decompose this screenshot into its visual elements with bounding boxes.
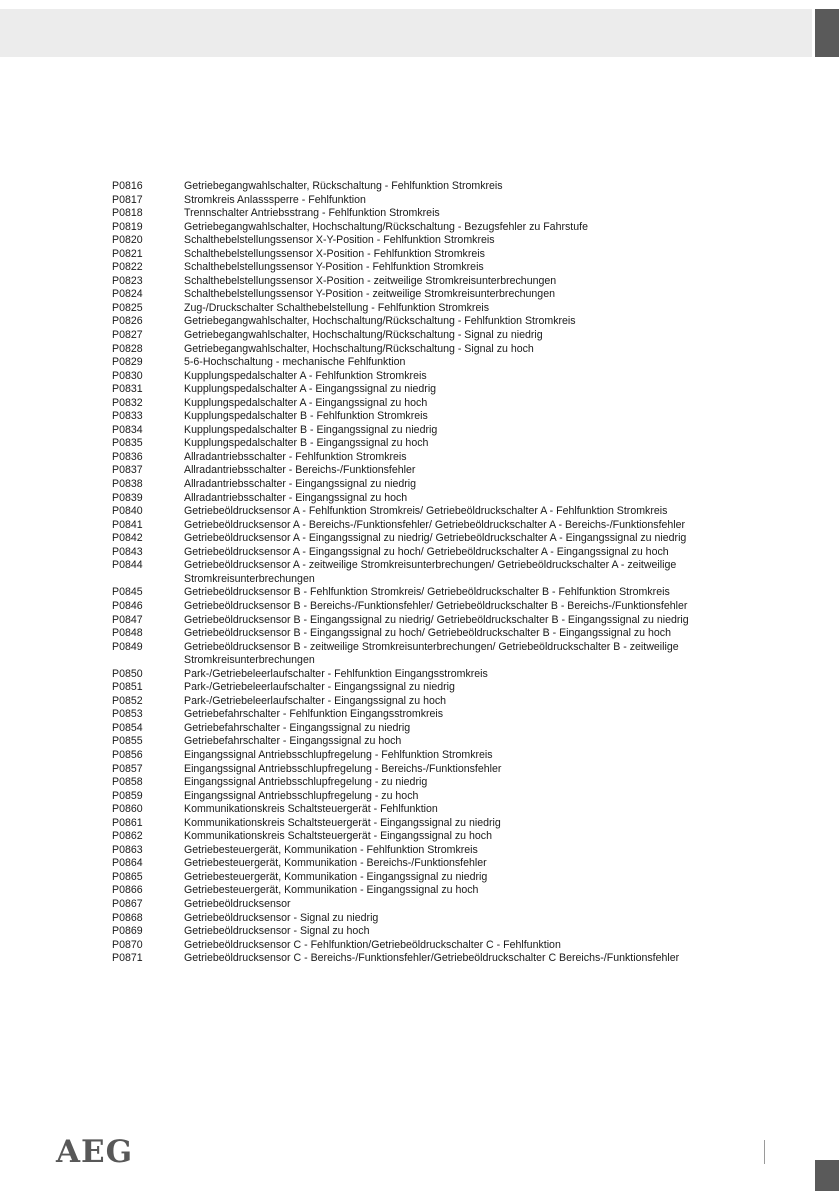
fault-code: P0866 [112, 884, 143, 897]
fault-description: Allradantriebsschalter - Eingangssignal zu niedrig [184, 478, 417, 491]
fault-description: Getriebegangwahlschalter, Rückschaltung - Fehlfunktion Stromkreis [184, 180, 503, 192]
fault-code: P0840 [112, 505, 143, 518]
fault-description: Schalthebelstellungssensor X-Y-Position - Fehlfunktion Stromkreis [184, 234, 495, 247]
footer-tab-marker [815, 1160, 839, 1191]
fault-code: P0835 [112, 437, 143, 450]
fault-code: P0816 [112, 180, 143, 192]
fault-description: Getriebeöldrucksensor A - Fehlfunktion Stromkreis/ Getriebeöldruckschalter A - Fehlfunktion Stromkreis [184, 505, 668, 518]
fault-description: Getriebeöldrucksensor C - Bereichs-/Funktionsfehler/Getriebeöldruckschalter C Bereichs-/Funktionsfehler [184, 952, 680, 965]
fault-code: P0819 [112, 220, 143, 233]
fault-description: Schalthebelstellungssensor X-Position - Fehlfunktion Stromkreis [184, 247, 485, 260]
fault-description: Getriebeöldrucksensor B - Eingangssignal zu hoch/ Getriebeöldruckschalter B - Eingangssignal zu hoch [184, 627, 671, 640]
fault-code: P0823 [112, 274, 143, 287]
fault-code-row [112, 722, 802, 736]
fault-description: Eingangssignal Antriebsschlupfregelung - Bereichs-/Funktionsfehler [184, 762, 502, 775]
fault-description: Kommunikationskreis Schaltsteuergerät - Eingangssignal zu niedrig [184, 816, 501, 829]
fault-code-list [112, 180, 802, 966]
fault-description: Getriebeöldrucksensor A - Eingangssignal zu niedrig/ Getriebeöldruckschalter A - Eingangssignal zu niedrig [184, 532, 687, 545]
fault-code: P0853 [112, 708, 143, 721]
fault-description: Getriebeöldrucksensor - Signal zu hoch [184, 925, 370, 938]
fault-description: Kupplungspedalschalter A - Eingangssignal zu hoch [184, 396, 428, 409]
fault-code: P0865 [112, 870, 143, 883]
fault-code-row [112, 234, 802, 248]
fault-description: Allradantriebsschalter - Eingangssignal zu hoch [184, 491, 408, 504]
fault-code: P0870 [112, 938, 143, 951]
fault-code-row [112, 315, 802, 329]
fault-code: P0836 [112, 450, 143, 463]
fault-code-row [112, 221, 802, 235]
fault-description: Park-/Getriebeleerlaufschalter - Eingangssignal zu hoch [184, 694, 447, 707]
fault-code: P0845 [112, 586, 143, 599]
fault-code: P0831 [112, 383, 143, 396]
fault-code-row [112, 559, 802, 586]
fault-code-row [112, 776, 802, 790]
fault-code-row [112, 248, 802, 262]
fault-code-row [112, 397, 802, 411]
fault-code: P0838 [112, 478, 143, 491]
fault-code-row [112, 925, 802, 939]
fault-code-row [112, 180, 802, 194]
fault-code: P0868 [112, 911, 143, 924]
fault-description: Park-/Getriebeleerlaufschalter - Eingangssignal zu niedrig [184, 681, 455, 694]
fault-description: Getriebegangwahlschalter, Hochschaltung/Rückschaltung - Signal zu niedrig [184, 329, 543, 342]
fault-code: P0869 [112, 925, 143, 938]
fault-description: 5-6-Hochschaltung - mechanische Fehlfunktion [184, 356, 406, 369]
fault-description: Eingangssignal Antriebsschlupfregelung - zu hoch [184, 789, 419, 802]
fault-code-row [112, 302, 802, 316]
fault-code: P0856 [112, 748, 143, 761]
fault-code: P0849 [112, 640, 143, 653]
fault-code: P0855 [112, 735, 143, 748]
fault-description: Allradantriebsschalter - Fehlfunktion Stromkreis [184, 450, 407, 463]
fault-code: P0824 [112, 288, 143, 301]
fault-code: P0832 [112, 396, 143, 409]
fault-code: P0867 [112, 897, 143, 910]
fault-code-row [112, 410, 802, 424]
fault-code: P0839 [112, 491, 143, 504]
fault-code: P0846 [112, 599, 143, 612]
fault-code: P0826 [112, 315, 143, 328]
fault-code-row [112, 600, 802, 614]
fault-code-row [112, 912, 802, 926]
fault-code-row [112, 478, 802, 492]
fault-description: Getriebesteuergerät, Kommunikation - Eingangssignal zu niedrig [184, 870, 488, 883]
fault-code-row [112, 695, 802, 709]
fault-code: P0848 [112, 627, 143, 640]
fault-description: Allradantriebsschalter - Bereichs-/Funktionsfehler [184, 464, 416, 477]
fault-code: P0844 [112, 559, 143, 572]
fault-code: P0829 [112, 356, 143, 369]
fault-code-row [112, 437, 802, 451]
fault-description: Getriebeöldrucksensor A - zeitweilige Stromkreisunterbrechungen/ Getriebeöldruckschalter A - zeitweilige Stromkreisunterbrechungen [184, 559, 677, 585]
fault-description: Trennschalter Antriebsstrang - Fehlfunktion Stromkreis [184, 207, 440, 220]
fault-code-row [112, 343, 802, 357]
fault-code-row [112, 207, 802, 221]
header-bar [0, 9, 812, 57]
fault-code-row [112, 844, 802, 858]
fault-code: P0825 [112, 301, 143, 314]
fault-code-row [112, 641, 802, 668]
fault-code-row [112, 505, 802, 519]
fault-code-row [112, 546, 802, 560]
fault-description: Eingangssignal Antriebsschlupfregelung - Fehlfunktion Stromkreis [184, 748, 493, 761]
fault-code-row [112, 519, 802, 533]
fault-description: Getriebeöldrucksensor - Signal zu niedrig [184, 911, 379, 924]
fault-code: P0837 [112, 464, 143, 477]
fault-code-row [112, 383, 802, 397]
fault-code-row [112, 329, 802, 343]
fault-code-row [112, 790, 802, 804]
fault-code-row [112, 356, 802, 370]
fault-code: P0834 [112, 423, 143, 436]
fault-code: P0852 [112, 694, 143, 707]
fault-description: Kupplungspedalschalter A - Fehlfunktion Stromkreis [184, 369, 427, 382]
brand-logo: AEG [56, 1134, 134, 1170]
fault-description: Getriebegangwahlschalter, Hochschaltung/Rückschaltung - Fehlfunktion Stromkreis [184, 315, 576, 328]
fault-description: Getriebeöldrucksensor B - zeitweilige Stromkreisunterbrechungen/ Getriebeöldruckschalter B - zeitweilige Stromkreisunterbrechungen [184, 640, 679, 667]
fault-description: Getriebegangwahlschalter, Hochschaltung/Rückschaltung - Signal zu hoch [184, 342, 534, 355]
fault-description: Getriebesteuergerät, Kommunikation - Fehlfunktion Stromkreis [184, 843, 478, 856]
fault-code-row [112, 424, 802, 438]
fault-code-row [112, 586, 802, 600]
fault-code: P0862 [112, 830, 143, 843]
fault-code-row [112, 370, 802, 384]
fault-description: Kupplungspedalschalter A - Eingangssignal zu niedrig [184, 383, 437, 396]
fault-description: Zug-/Druckschalter Schalthebelstellung - Fehlfunktion Stromkreis [184, 301, 489, 314]
fault-code: P0858 [112, 776, 143, 789]
fault-code: P0822 [112, 261, 143, 274]
fault-code-row [112, 451, 802, 465]
fault-code: P0860 [112, 803, 143, 816]
fault-code-row [112, 464, 802, 478]
fault-description: Getriebesteuergerät, Kommunikation - Bereichs-/Funktionsfehler [184, 857, 487, 870]
fault-description: Kupplungspedalschalter B - Eingangssignal zu niedrig [184, 423, 438, 436]
footer-divider [764, 1140, 765, 1164]
fault-code: P0854 [112, 721, 143, 734]
header-tab-marker [815, 9, 839, 57]
fault-code: P0828 [112, 342, 143, 355]
fault-code-row [112, 708, 802, 722]
fault-description: Getriebeöldrucksensor [184, 897, 291, 910]
fault-description: Getriebefahrschalter - Eingangssignal zu niedrig [184, 721, 411, 734]
fault-code: P0841 [112, 518, 143, 531]
fault-code-row [112, 288, 802, 302]
fault-code: P0851 [112, 681, 143, 694]
fault-code: P0850 [112, 667, 143, 680]
fault-description: Schalthebelstellungssensor X-Position - zeitweilige Stromkreisunterbrechungen [184, 274, 557, 287]
fault-code-row [112, 194, 802, 208]
fault-description: Park-/Getriebeleerlaufschalter - Fehlfunktion Eingangsstromkreis [184, 667, 488, 680]
fault-code-row [112, 749, 802, 763]
fault-code: P0861 [112, 816, 143, 829]
fault-code-row [112, 681, 802, 695]
fault-code-row [112, 614, 802, 628]
fault-code: P0833 [112, 410, 143, 423]
fault-code-row [112, 830, 802, 844]
fault-code-row [112, 763, 802, 777]
fault-code-row [112, 939, 802, 953]
fault-description: Kommunikationskreis Schaltsteuergerät - Fehlfunktion [184, 803, 438, 816]
fault-code: P0821 [112, 247, 143, 260]
fault-code-row [112, 261, 802, 275]
fault-code: P0847 [112, 613, 143, 626]
fault-code: P0827 [112, 329, 143, 342]
fault-code: P0830 [112, 369, 143, 382]
fault-description: Getriebeöldrucksensor A - Eingangssignal zu hoch/ Getriebeöldruckschalter A - Eingangssignal zu hoch [184, 545, 669, 558]
fault-code-row [112, 492, 802, 506]
fault-description: Schalthebelstellungssensor Y-Position - zeitweilige Stromkreisunterbrechungen [184, 288, 555, 301]
fault-code: P0857 [112, 762, 143, 775]
fault-code-row [112, 735, 802, 749]
fault-code: P0871 [112, 952, 143, 965]
fault-code-row [112, 871, 802, 885]
fault-description: Eingangssignal Antriebsschlupfregelung - zu niedrig [184, 776, 428, 789]
fault-code: P0842 [112, 532, 143, 545]
fault-code-row [112, 817, 802, 831]
fault-code: P0818 [112, 207, 143, 220]
fault-code: P0820 [112, 234, 143, 247]
fault-code: P0843 [112, 545, 143, 558]
fault-description: Getriebefahrschalter - Eingangssignal zu hoch [184, 735, 402, 748]
fault-code-row [112, 627, 802, 641]
fault-code-row [112, 884, 802, 898]
fault-code: P0863 [112, 843, 143, 856]
fault-code-row [112, 857, 802, 871]
fault-description: Getriebeöldrucksensor B - Eingangssignal zu niedrig/ Getriebeöldruckschalter B - Eingangssignal zu niedrig [184, 613, 689, 626]
fault-description: Schalthebelstellungssensor Y-Position - Fehlfunktion Stromkreis [184, 261, 484, 274]
fault-code: P0864 [112, 857, 143, 870]
fault-description: Getriebeöldrucksensor B - Fehlfunktion Stromkreis/ Getriebeöldruckschalter B - Fehlfunktion Stromkreis [184, 586, 670, 599]
fault-code-row [112, 898, 802, 912]
fault-description: Stromkreis Anlasssperre - Fehlfunktion [184, 193, 366, 206]
fault-code-row [112, 532, 802, 546]
fault-description: Getriebeöldrucksensor A - Bereichs-/Funktionsfehler/ Getriebeöldruckschalter A - Bereichs-/Funktionsfehler [184, 518, 686, 531]
fault-description: Getriebesteuergerät, Kommunikation - Eingangssignal zu hoch [184, 884, 479, 897]
fault-code-row [112, 275, 802, 289]
fault-description: Getriebefahrschalter - Fehlfunktion Eingangsstromkreis [184, 708, 444, 721]
fault-description: Getriebegangwahlschalter, Hochschaltung/Rückschaltung - Bezugsfehler zu Fahrstufe [184, 220, 588, 233]
fault-code-row [112, 803, 802, 817]
fault-description: Kupplungspedalschalter B - Eingangssignal zu hoch [184, 437, 429, 450]
fault-code: P0859 [112, 789, 143, 802]
fault-description: Kommunikationskreis Schaltsteuergerät - Eingangssignal zu hoch [184, 830, 492, 843]
fault-code: P0817 [112, 193, 143, 206]
fault-description: Getriebeöldrucksensor B - Bereichs-/Funktionsfehler/ Getriebeöldruckschalter B - Bereichs-/Funktionsfehler [184, 599, 688, 612]
fault-description: Getriebeöldrucksensor C - Fehlfunktion/Getriebeöldruckschalter C - Fehlfunktion [184, 938, 561, 951]
fault-code-row [112, 668, 802, 682]
fault-code-row [112, 952, 802, 966]
fault-description: Kupplungspedalschalter B - Fehlfunktion Stromkreis [184, 410, 428, 423]
